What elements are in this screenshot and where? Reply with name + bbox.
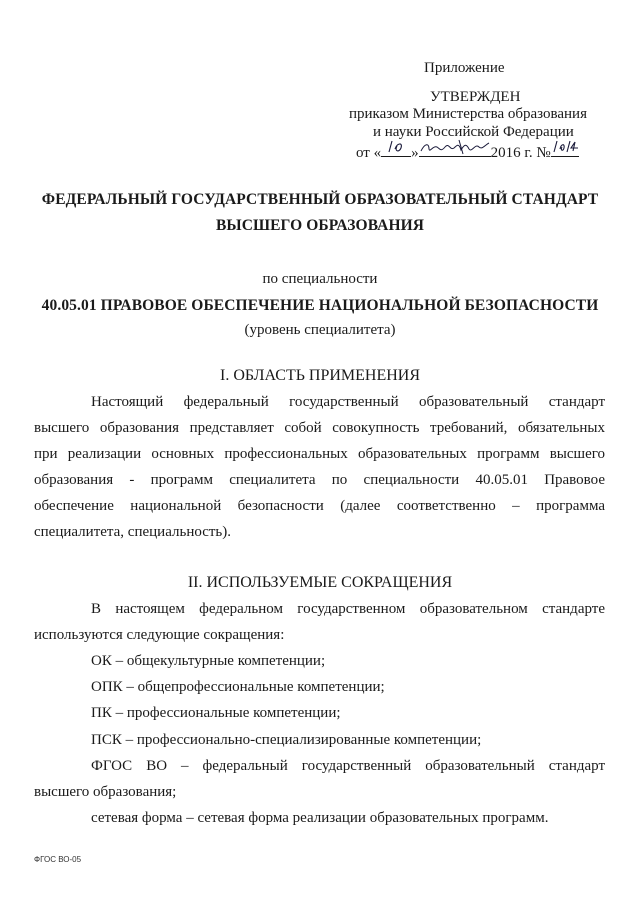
- abbreviation-item: ОК – общекультурные компетенции;: [91, 653, 326, 669]
- specialty-intro: по специальности: [262, 271, 378, 287]
- date-year: 2016 г. №: [490, 145, 551, 161]
- section-1-line: при реализации основных профессиональных образовательных программ высшего: [34, 446, 605, 462]
- section-1-line: образования - программ специалитета по специальности 40.05.01 Правовое: [34, 472, 605, 488]
- order-date-line: [356, 141, 579, 162]
- section-1-line: высшего образования представляет собой совокупность требований, обязательных: [34, 420, 605, 436]
- handwritten-order-number: [551, 141, 579, 157]
- handwritten-month: [419, 141, 491, 157]
- network-form-definition: сетевая форма – сетевая форма реализации образовательных программ.: [91, 810, 549, 826]
- order-line-1: приказом Министерства образования: [349, 106, 587, 122]
- specialty-level: (уровень специалитета): [244, 322, 396, 338]
- approved-label: УТВЕРЖДЕН: [430, 89, 521, 105]
- abbreviation-item: ПК – профессиональные компетенции;: [91, 705, 341, 721]
- fgos-definition-line-1: ФГОС ВО – федеральный государственный образовательный стандарт: [91, 758, 605, 774]
- handwritten-day: [381, 141, 411, 157]
- footer-code: ФГОС ВО-05: [34, 855, 82, 864]
- abbreviation-item: ОПК – общепрофессиональные компетенции;: [91, 679, 385, 695]
- section-1-line: Настоящий федеральный государственный образовательный стандарт: [91, 394, 605, 410]
- section-2-heading: II. ИСПОЛЬЗУЕМЫЕ СОКРАЩЕНИЯ: [187, 574, 453, 591]
- order-line-2: и науки Российской Федерации: [373, 124, 574, 140]
- abbreviation-item: ПСК – профессионально-специализированные компетенции;: [91, 732, 482, 748]
- document-title-line-1: ФЕДЕРАЛЬНЫЙ ГОСУДАРСТВЕННЫЙ ОБРАЗОВАТЕЛЬНЫЙ СТАНДАРТ: [41, 191, 599, 208]
- specialty-name: 40.05.01 ПРАВОВОЕ ОБЕСПЕЧЕНИЕ НАЦИОНАЛЬНОЙ БЕЗОПАСНОСТИ: [41, 297, 599, 314]
- section-1-heading: I. ОБЛАСТЬ ПРИМЕНЕНИЯ: [219, 367, 421, 384]
- section-1-line: специалитета, специальность).: [34, 524, 232, 540]
- appendix-label: Приложение: [424, 60, 505, 76]
- date-mid: »: [411, 145, 419, 161]
- date-prefix: от «: [356, 145, 382, 161]
- section-2-intro-line-2: используются следующие сокращения:: [34, 627, 285, 643]
- fgos-definition-line-2: высшего образования;: [34, 784, 177, 800]
- document-title-line-2: ВЫСШЕГО ОБРАЗОВАНИЯ: [215, 217, 425, 234]
- section-1-line: обеспечение национальной безопасности (далее соответственно – программа: [34, 498, 605, 514]
- section-2-intro-line-1: В настоящем федеральном государственном образовательном стандарте: [91, 601, 605, 617]
